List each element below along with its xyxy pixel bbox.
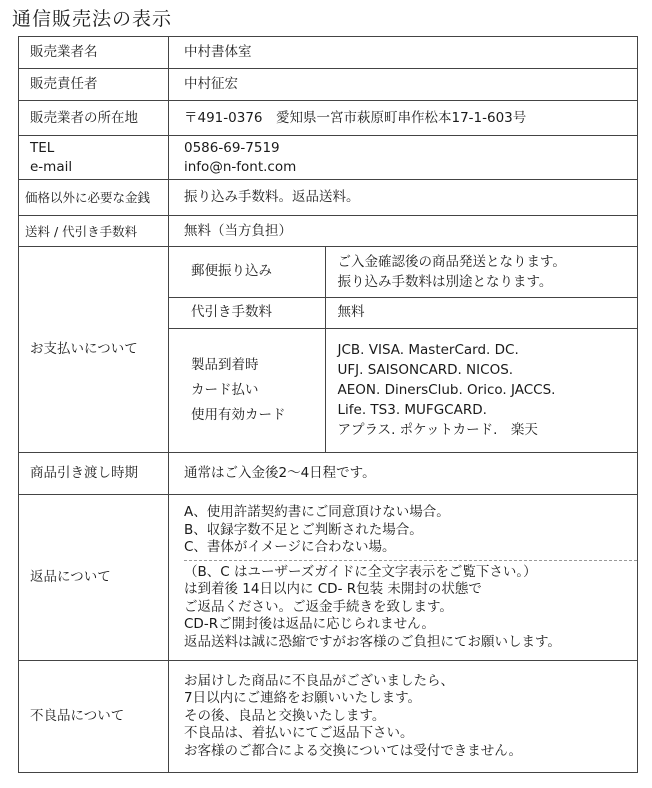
card-line: JCB. VISA. MasterCard. DC. (337, 342, 519, 359)
label-tel: TEL (30, 139, 55, 156)
returns-divider (184, 560, 637, 561)
defective-line: その後、良品と交換いたします。 (184, 707, 386, 724)
payment-subtable (169, 247, 638, 452)
page-title: 通信販売法の表示 (12, 8, 173, 30)
defective-line: 7日以内にご連絡をお願いいたします。 (184, 690, 422, 707)
returns-line: C、書体がイメージに合わない場。 (184, 539, 396, 555)
label-defective: 不良品について (19, 661, 169, 773)
returns-line: CD-Rご開封後は返品に応じられません。 (184, 616, 435, 632)
card-label-line: カード払い (191, 381, 259, 398)
value-delivery: 通常はご入金後2〜4日程です。 (169, 453, 638, 495)
postal-line: 振り込み手数料は別途となります。 (337, 273, 553, 290)
returns-line: は到着後 14日以内に CD- R包装 未開封の状態で (184, 581, 482, 597)
row-delivery (19, 453, 638, 495)
defective-line: お客様のご都合による交換については受付できません。 (184, 742, 523, 759)
postal-line: ご入金確認後の商品発送となります。 (337, 253, 566, 270)
value-returns (169, 495, 638, 661)
returns-line: 返品送料は誠に恐縮ですがお客様のご負担にてお願いします。 (184, 633, 561, 650)
label-payment: お支払いについて (19, 247, 169, 453)
payment-cell (169, 247, 638, 453)
card-label-line: 使用有効カード (191, 406, 286, 423)
row-address (19, 101, 638, 136)
returns-line: （B、C はユーザーズガイドに全文字表示をご覧下さい。） (184, 563, 537, 580)
value-cod: 無料 (325, 297, 638, 328)
label-card (169, 328, 325, 452)
payment-cod-row (169, 297, 638, 328)
returns-line: ご返品ください。ご返金手続きを致します。 (184, 598, 453, 615)
value-defective (169, 661, 638, 773)
card-line: AEON. DinersClub. Orico. JACCS. (337, 382, 556, 399)
label-fees: 価格以外に必要な金銭 (19, 180, 169, 216)
payment-postal-row (169, 247, 638, 297)
value-address: 〒491-0376 愛知県一宮市萩原町串作松本17-1-603号 (169, 101, 638, 136)
value-email: info@n-font.com (184, 158, 297, 175)
label-seller: 販売業者名 (19, 37, 169, 69)
label-email: e-mail (30, 158, 73, 175)
row-manager (19, 69, 638, 101)
row-seller (19, 37, 638, 69)
value-manager: 中村征宏 (169, 69, 638, 101)
label-returns: 返品について (19, 495, 169, 661)
value-seller: 中村書体室 (169, 37, 638, 69)
label-address: 販売業者の所在地 (19, 101, 169, 136)
label-postal: 郵便振り込み (169, 247, 325, 297)
label-cod: 代引き手数料 (169, 297, 325, 328)
card-line: Life. TS3. MUFGCARD. (337, 402, 487, 419)
value-contact (169, 136, 638, 180)
card-line: アプラス. ポケットカード. 楽天 (337, 422, 538, 439)
row-shipping (19, 216, 638, 247)
value-shipping: 無料（当方負担） (169, 216, 638, 247)
value-tel: 0586-69-7519 (184, 139, 280, 156)
returns-line: B、収録字数不足とご判断された場合。 (184, 521, 423, 538)
payment-card-row (169, 328, 638, 452)
value-postal (325, 247, 638, 297)
label-shipping: 送料 / 代引き手数料 (19, 216, 169, 247)
defective-line: お届けした商品に不良品がございましたら、 (184, 672, 454, 689)
returns-line: A、使用許諾契約書にご同意頂けない場合。 (184, 504, 450, 520)
label-manager: 販売責任者 (19, 69, 169, 101)
row-fees (19, 180, 638, 216)
value-card (325, 328, 638, 452)
value-fees: 振り込み手数料。返品送料。 (169, 180, 638, 216)
row-contact (19, 136, 638, 180)
label-delivery: 商品引き渡し時期 (19, 453, 169, 495)
row-defective (19, 661, 638, 773)
card-label-line: 製品到着時 (191, 356, 259, 373)
label-contact (19, 136, 169, 180)
row-payment (19, 247, 638, 453)
defective-line: 不良品は、着払いにてご返品下さい。 (184, 725, 414, 742)
card-line: UFJ. SAISONCARD. NICOS. (337, 362, 514, 379)
disclosure-table (18, 36, 638, 773)
row-returns (19, 495, 638, 661)
